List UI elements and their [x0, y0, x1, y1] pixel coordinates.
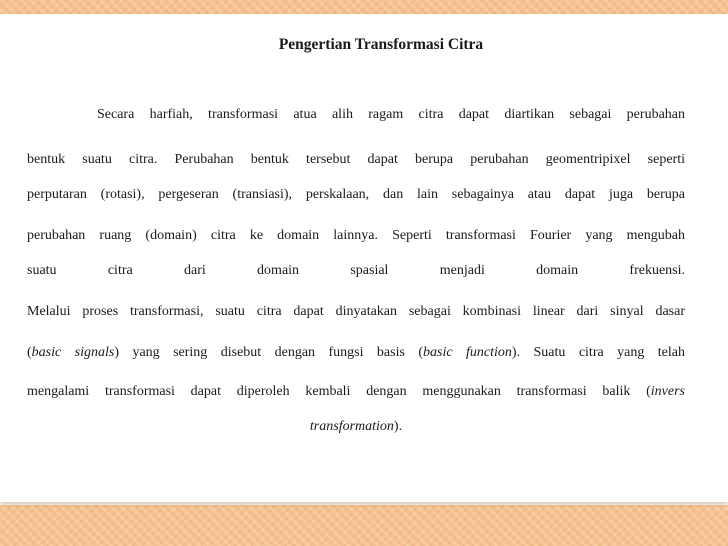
paragraph-line-1: Secara harfiah, transformasi atua alih ragam citra dapat diartikan sebagai perubahan [97, 107, 685, 122]
slide-title: Pengertian Transformasi Citra [278, 36, 484, 53]
text-segment: mengalami transformasi dapat diperoleh kembali dengan menggunakan transformasi balik ( [27, 384, 651, 399]
paragraph-line-8 [27, 383, 685, 401]
paragraph-line-3: perputaran (rotasi), pergeseran (transiasi), perskalaan, dan lain sebagainya atau dapat juga berupa [27, 187, 685, 202]
paragraph-line-2: bentuk suatu citra. Perubahan bentuk tersebut dapat berupa perubahan geomentripixel seperti [27, 152, 685, 167]
italic-term-invers: invers [650, 384, 685, 399]
text-segment: ). [393, 419, 403, 434]
italic-term-transformation: transformation [309, 419, 394, 434]
paragraph-line-6: Melalui proses transformasi, suatu citra dapat dinyatakan sebagai kombinasi linear dari sinyal dasar [27, 304, 685, 319]
text-segment: ( [27, 345, 32, 360]
italic-term-basic-signals: basic signals [31, 345, 115, 360]
paragraph-line-4: perubahan ruang (domain) citra ke domain lainnya. Seperti transformasi Fourier yang mengubah [27, 228, 685, 243]
paragraph-line-5: suatu citra dari domain spasial menjadi domain frekuensi. [27, 263, 685, 278]
paragraph-line-7 [27, 344, 685, 362]
text-segment: ) yang sering disebut dengan fungsi basis ( [114, 345, 424, 360]
bottom-decorative-band [0, 505, 728, 546]
italic-term-basic-function: basic function [423, 345, 512, 360]
paragraph-line-9 [27, 418, 685, 436]
text-segment: ). Suatu citra yang telah [511, 345, 685, 360]
